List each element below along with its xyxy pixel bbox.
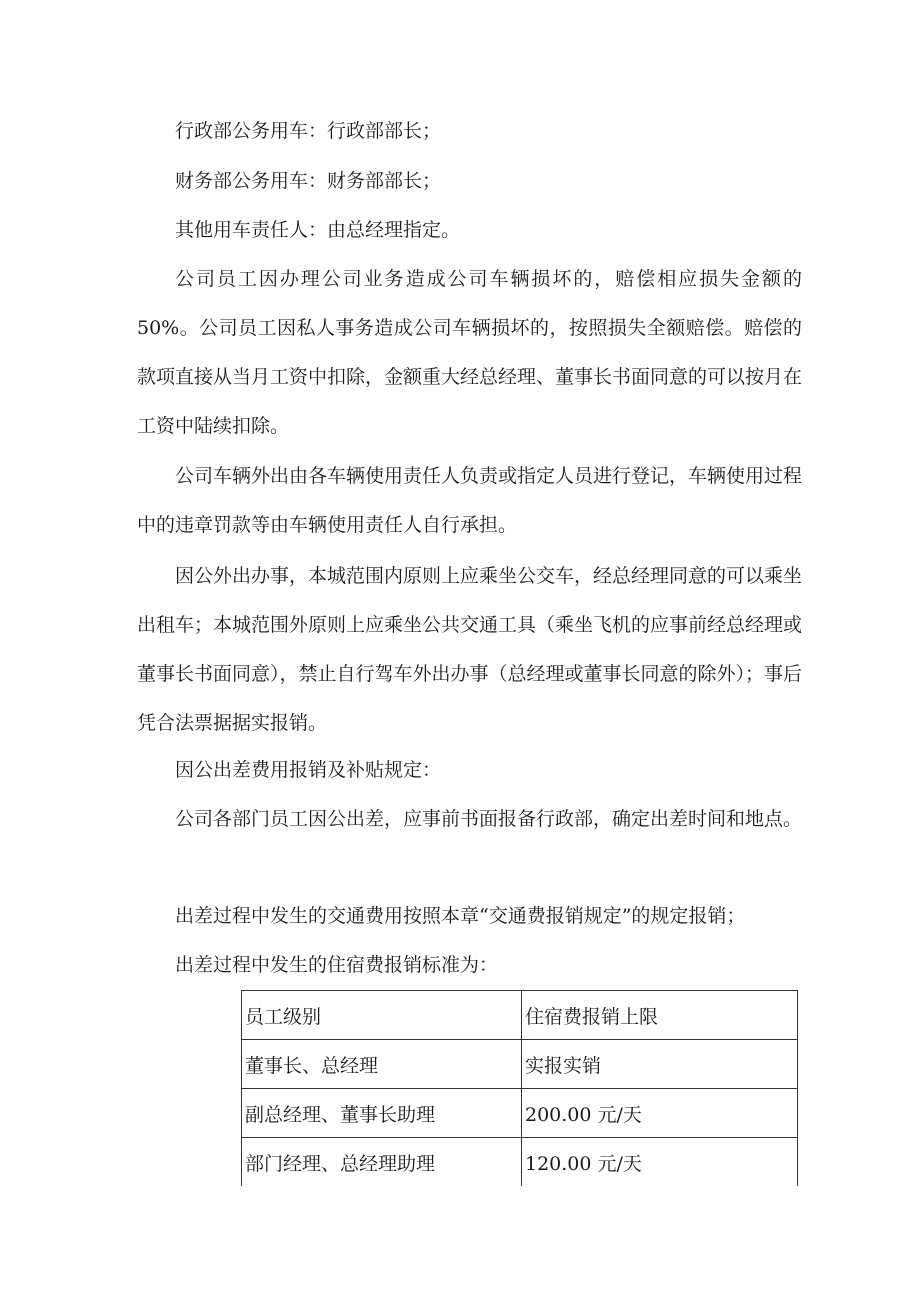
public-transport-paragraph: 因公外出办事，本城范围内原则上应乘坐公交车，经总经理同意的可以乘坐出租车；本城范围外原则上应乘坐公共交通工具（乘坐飞机的应事前经总经理或董事长书面同意），禁止自行驾车外出办事（总经理或董事长同意的除外）；事后凭合法票据据实报销。 — [137, 565, 803, 734]
table-cell: 120.00 元/天 — [522, 1138, 798, 1187]
travel-transport-line: 出差过程中发生的交通费用按照本章“交通费报销规定”的规定报销； — [175, 905, 746, 927]
table-row — [242, 1089, 798, 1138]
table-cell: 部门经理、总经理助理 — [242, 1138, 522, 1187]
admin-car-line: 行政部公务用车：行政部部长； — [175, 120, 442, 142]
table-row — [242, 1040, 798, 1089]
other-car-line: 其他用车责任人：由总经理指定。 — [175, 219, 461, 241]
damage-paragraph: 公司员工因办理公司业务造成公司车辆损坏的，赔偿相应损失金额的50%。公司员工因私人事务造成公司车辆损坏的，按照损失全额赔偿。赔偿的款项直接从当月工资中扣除，金额重大经总经理、董事长书面同意的可以按月在工资中陆续扣除。 — [137, 268, 803, 437]
travel-heading: 因公出差费用报销及补贴规定： — [175, 759, 442, 781]
travel-notice-paragraph: 公司各部门员工因公出差，应事前书面报备行政部，确定出差时间和地点。 — [175, 808, 803, 830]
table-row — [242, 1138, 798, 1187]
travel-lodging-line: 出差过程中发生的住宿费报销标准为： — [175, 954, 499, 976]
table-header-cell: 员工级别 — [242, 991, 522, 1040]
finance-car-line: 财务部公务用车：财务部部长； — [175, 170, 442, 192]
table-cell: 董事长、总经理 — [242, 1040, 522, 1089]
table-cell: 200.00 元/天 — [522, 1089, 798, 1138]
table-cell: 副总经理、董事长助理 — [242, 1089, 522, 1138]
table-header-row — [242, 991, 798, 1040]
register-paragraph: 公司车辆外出由各车辆使用责任人负责或指定人员进行登记，车辆使用过程中的违章罚款等由车辆使用责任人自行承担。 — [137, 465, 803, 536]
table-header-cell: 住宿费报销上限 — [522, 991, 798, 1040]
lodging-fee-table — [241, 990, 798, 1186]
table-cell: 实报实销 — [522, 1040, 798, 1089]
